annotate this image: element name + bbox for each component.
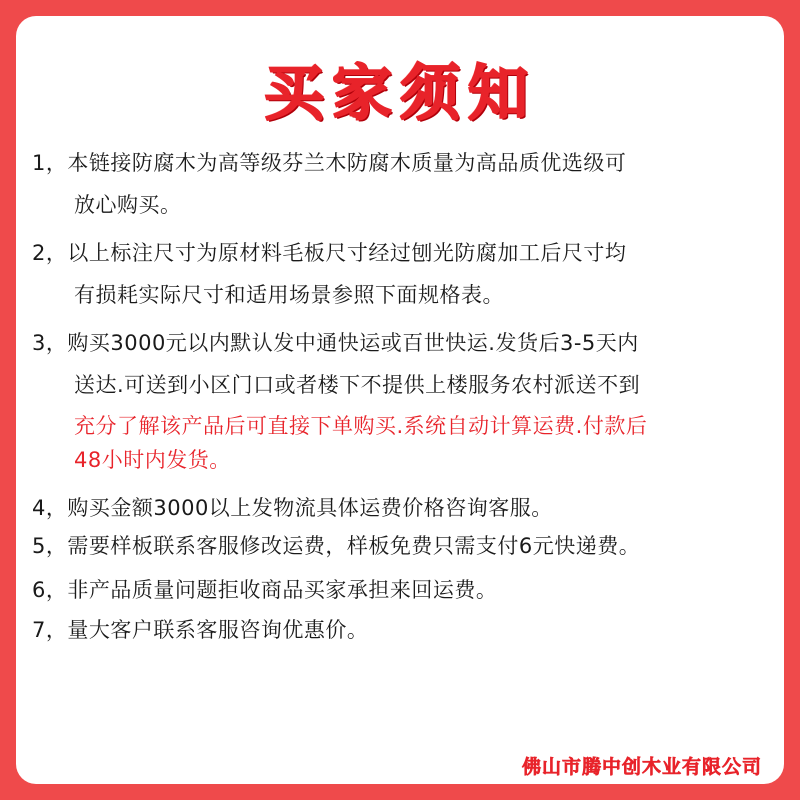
notice-card [16,16,784,784]
note-3-line-2: 送达.可送到小区门口或者楼下不提供上楼服务农村派送不到 [74,373,641,397]
note-4-line-1: 4，购买金额3000以上发物流具体运费价格咨询客服。 [32,496,553,520]
note-7-line-1: 7，量大客户联系客服咨询优惠价。 [32,618,369,642]
note-5-line-1: 5，需要样板联系客服修改运费，样板免费只需支付6元快递费。 [32,534,641,558]
note-3-line-1: 3，购买3000元以内默认发中通快运或百世快运.发货后3-5天内 [32,331,639,355]
note-6-line-1: 6，非产品质量问题拒收商品买家承担来回运费。 [32,578,498,602]
page-title: 买家须知 [264,59,536,129]
note-3-line-3: 充分了解该产品后可直接下单购买.系统自动计算运费.付款后 [74,414,648,438]
note-2-line-2: 有损耗实际尺寸和适用场景参照下面规格表。 [74,283,504,307]
note-3-line-4: 48小时内发货。 [74,448,231,472]
company-name: 佛山市腾中创木业有限公司 [521,756,762,778]
note-1-line-1: 1，本链接防腐木为高等级芬兰木防腐木质量为高品质优选级可 [32,151,627,175]
note-2-line-1: 2，以上标注尺寸为原材料毛板尺寸经过刨光防腐加工后尺寸均 [32,241,627,265]
note-1-line-2: 放心购买。 [74,193,182,217]
